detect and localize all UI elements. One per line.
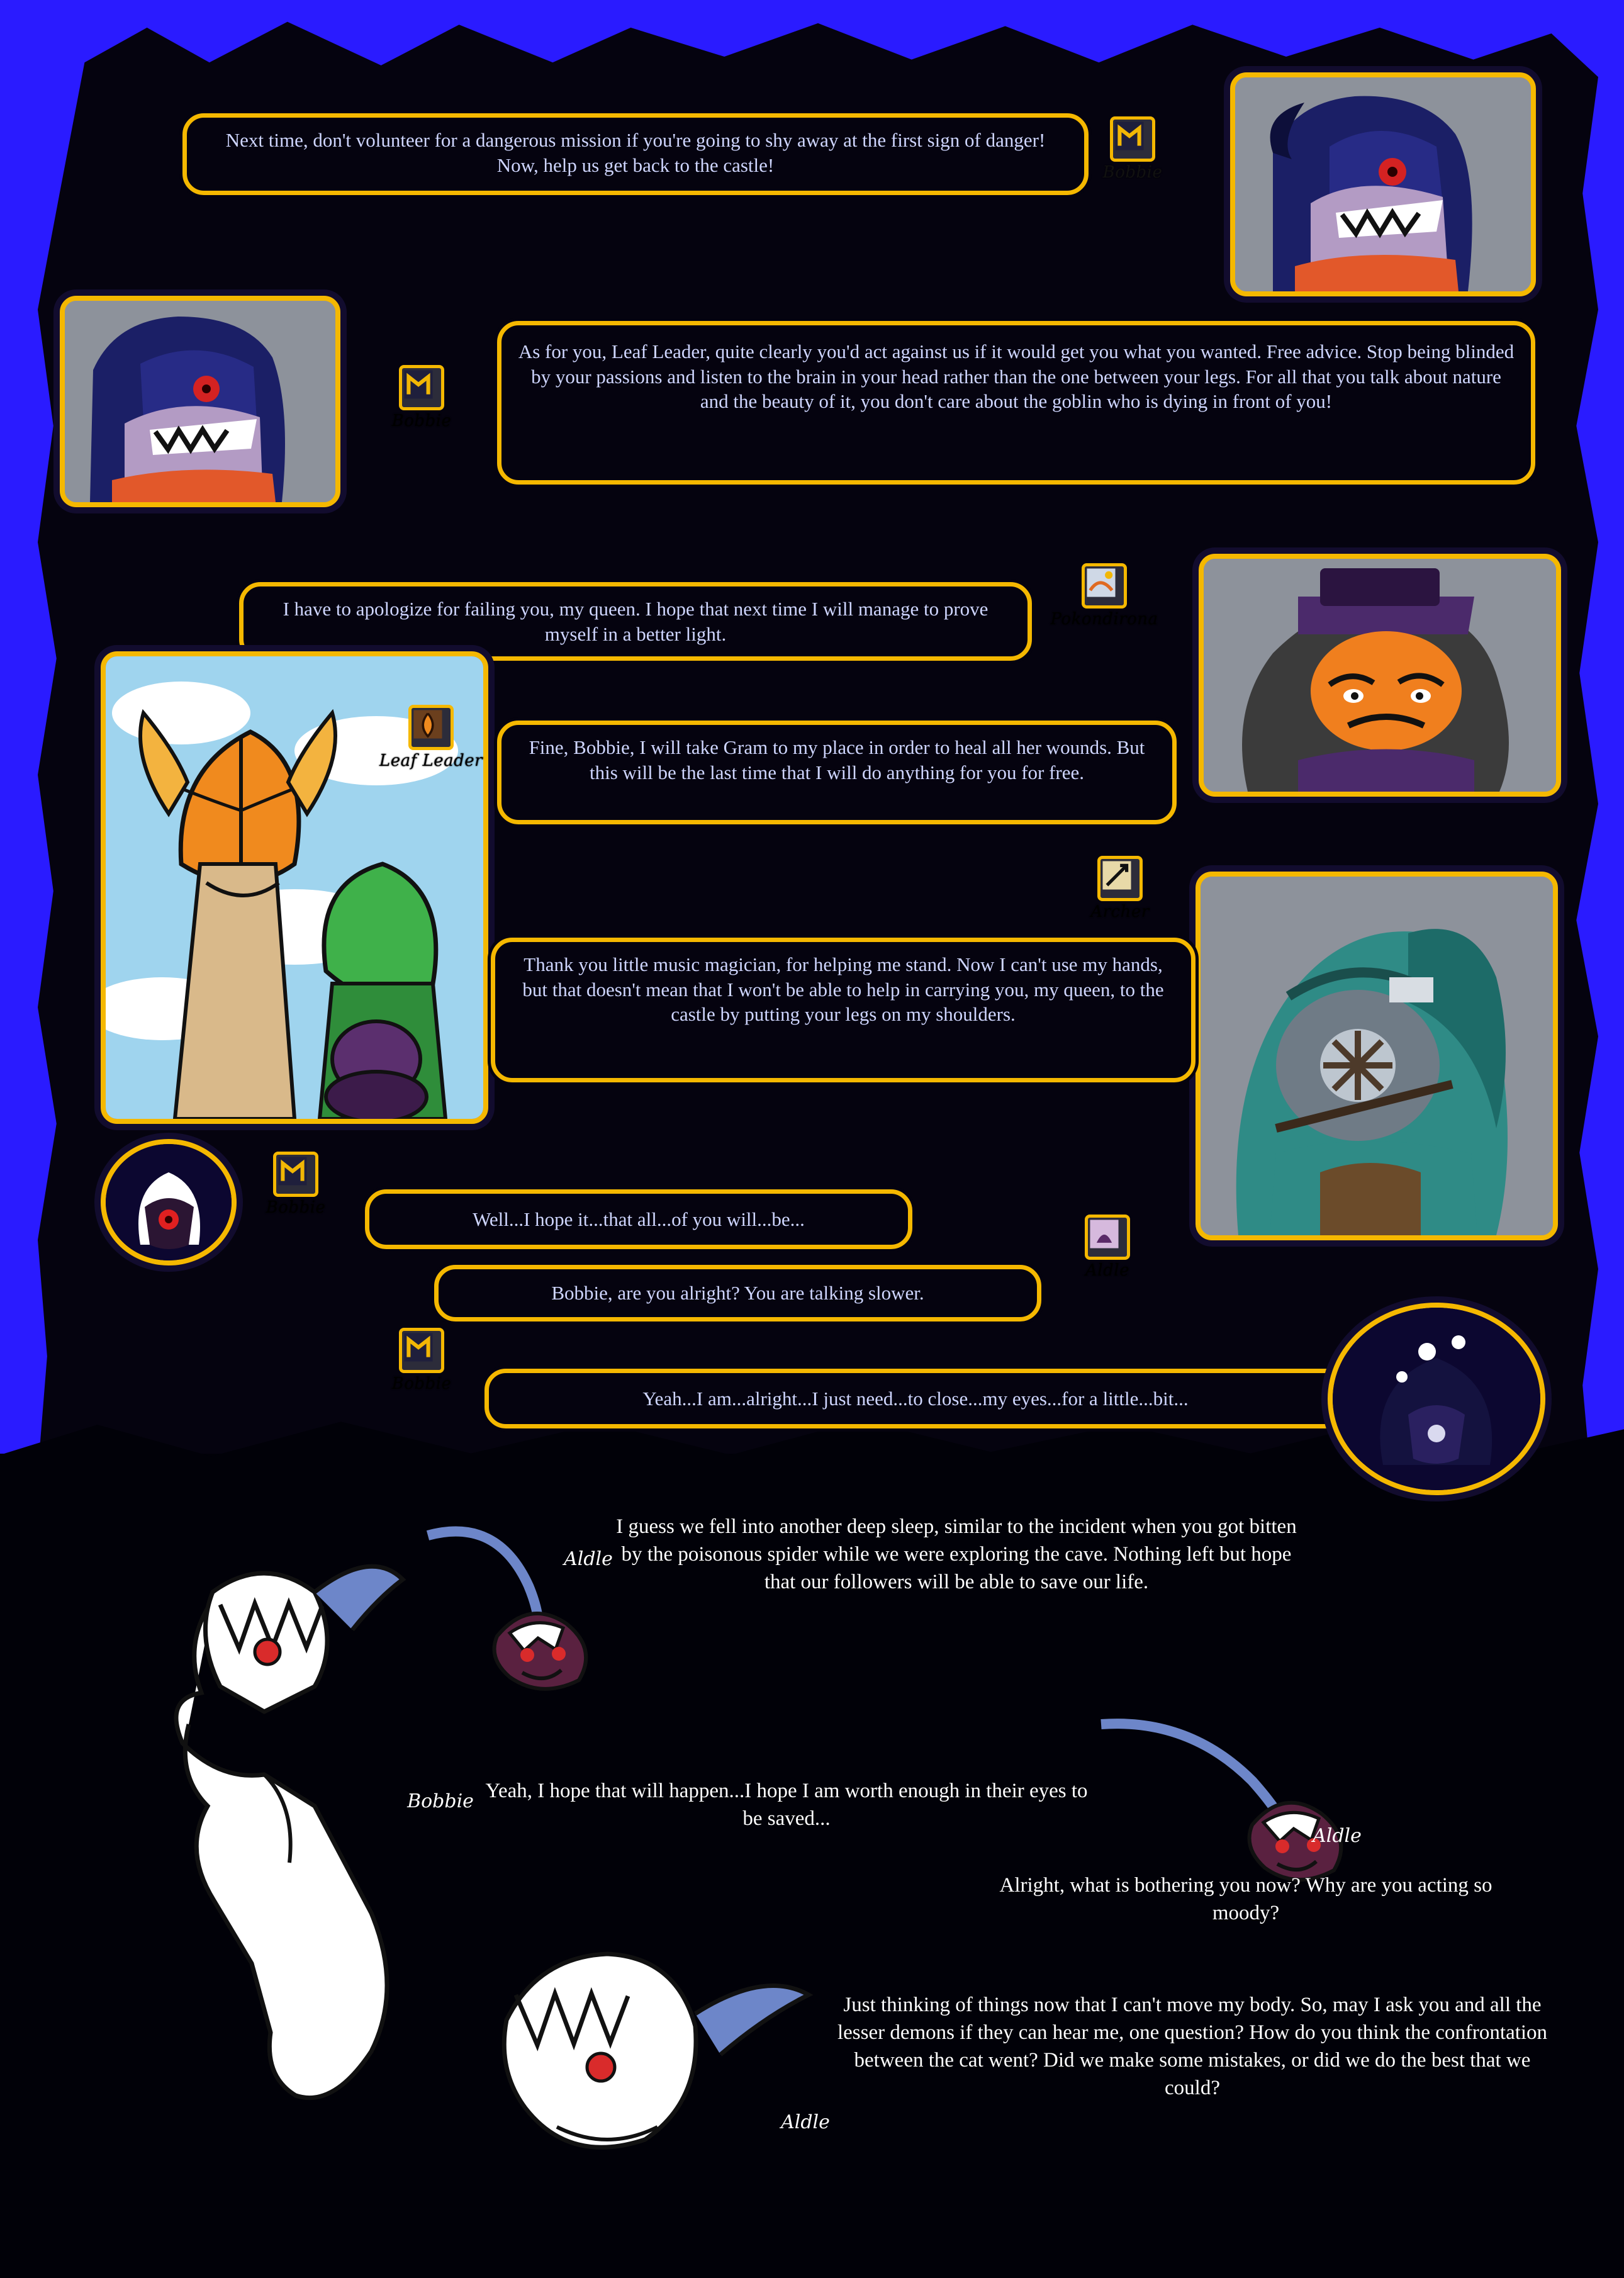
nametag-bobbie-3 — [252, 1152, 340, 1217]
leaf-leader-crest-icon — [408, 705, 454, 750]
archer-crest-icon — [1097, 856, 1143, 901]
speech-bubble-4-text: Fine, Bobbie, I will take Gram to my place in order to heal all her wounds. But this will be the last time that I will do anything for you for free. — [529, 736, 1145, 783]
nametag-bobbie-1-label: Bobbie — [1102, 163, 1163, 182]
bobbie-ghost-figure — [107, 1510, 434, 2127]
speaker-label-bobbie-1: Bobbie — [407, 1790, 474, 1812]
archer-portrait — [1196, 872, 1558, 1240]
speech-bubble-2-text: As for you, Leaf Leader, quite clearly you'd act against us if it would get you what you wanted. Free advice. Stop being blinded by your passions and listen to the brain in your head rather than the one between your legs. For all that you talk about nature and the beauty of it, you don't care about the goblin who is dying in front of you! — [518, 340, 1515, 413]
nametag-bobbie-1 — [1095, 116, 1170, 182]
speech-bubble-7-text: Bobbie, are you alright? You are talking slower. — [551, 1282, 924, 1305]
bobbie-portrait — [60, 296, 340, 507]
speech-bubble-8 — [484, 1369, 1347, 1428]
speaker-label-aldle-3: Aldle — [781, 2111, 830, 2133]
speech-bubble-5 — [491, 938, 1196, 1082]
bobbie-head-figure — [469, 1919, 821, 2184]
bobbie-crest-icon — [399, 365, 444, 410]
aldle-portrait-art — [106, 1144, 232, 1260]
sleeping-spirit-portrait — [1328, 1303, 1545, 1495]
pokondirona-crest-icon — [1082, 563, 1127, 609]
nametag-bobbie-2 — [378, 365, 466, 430]
nametag-bobbie-4-label: Bobbie — [391, 1374, 452, 1393]
speech-bubble-7 — [434, 1265, 1041, 1321]
pokondirona-portrait-art — [1204, 559, 1556, 792]
narration-line-3: Alright, what is bothering you now? Why are you acting so moody? — [999, 1874, 1492, 1924]
speech-bubble-3-text: I have to apologize for failing you, my queen. I hope that next time I will manage to prove myself in a better light. — [283, 598, 988, 645]
nametag-pokondirona — [1044, 563, 1164, 629]
speech-bubble-2 — [497, 321, 1535, 485]
narration-line-4: Just thinking of things now that I can't move my body. So, may I ask you and all the lesser demons if they can hear me, one question? How do you think the confrontation between the cat went? Did we make some mistakes, or did we do the best that we could? — [837, 1994, 1548, 2099]
nametag-archer-label: Archer — [1090, 902, 1150, 921]
bobbie-crest-icon — [273, 1152, 318, 1197]
pokondirona-portrait — [1199, 554, 1561, 797]
bobbie-ghost-art — [107, 1510, 434, 2127]
speech-bubble-3 — [239, 582, 1032, 661]
speech-bubble-4 — [497, 721, 1177, 824]
nametag-bobbie-4 — [378, 1328, 466, 1393]
nametag-aldle-1-label: Aldle — [1085, 1261, 1129, 1280]
aldle-crest-icon — [1085, 1215, 1130, 1260]
aldle-spirit-right-art — [1095, 1705, 1391, 1894]
nametag-aldle-1 — [1063, 1215, 1151, 1280]
nametag-archer — [1070, 856, 1170, 921]
aldle-portrait — [101, 1139, 237, 1265]
bobbie-crest-icon — [399, 1328, 444, 1373]
nametag-pokondirona-label: Pokondirona — [1050, 610, 1158, 629]
sleeping-spirit-art — [1333, 1308, 1540, 1490]
speech-bubble-6-text: Well...I hope it...that all...of you will...be... — [473, 1208, 805, 1230]
bobbie-portrait — [1230, 72, 1536, 296]
bobbie-portrait-art-2 — [65, 301, 335, 502]
narration-line-1: I guess we fell into another deep sleep, similar to the incident when you got bitten by the poisonous spider while we were exploring the cave. Nothing left but hope that our followers will be able to save our life. — [616, 1515, 1297, 1593]
nametag-bobbie-2-label: Bobbie — [391, 412, 452, 430]
nametag-leaf-leader — [374, 705, 488, 770]
speaker-label-aldle-2: Aldle — [1313, 1825, 1362, 1847]
speech-bubble-1-text: Next time, don't volunteer for a dangerous mission if you're going to shy away at the first sign of danger! Now, help us get back to the castle! — [225, 129, 1046, 176]
speaker-label-aldle-1: Aldle — [564, 1548, 613, 1570]
nametag-bobbie-3-label: Bobbie — [266, 1198, 326, 1217]
bobbie-crest-icon — [1110, 116, 1155, 162]
aldle-spirit-figure-right — [1095, 1705, 1391, 1894]
speech-bubble-8-text: Yeah...I am...alright...I just need...to close...my eyes...for a little...bit... — [642, 1387, 1189, 1410]
speech-bubble-1 — [182, 113, 1089, 195]
archer-portrait-art — [1201, 877, 1553, 1235]
nametag-leaf-leader-label: Leaf Leader — [379, 751, 483, 770]
speech-bubble-5-text: Thank you little music magician, for helping me stand. Now I can't use my hands, but that doesn't mean that I won't be able to help in carrying you, my queen, to the castle by putting your legs on my shoulders. — [522, 953, 1164, 1026]
speech-bubble-6 — [365, 1189, 912, 1249]
bobbie-portrait-art — [1235, 77, 1531, 291]
narration-line-2: Yeah, I hope that will happen...I hope I am worth enough in their eyes to be saved... — [485, 1780, 1088, 1830]
bobbie-head-art — [469, 1919, 821, 2184]
